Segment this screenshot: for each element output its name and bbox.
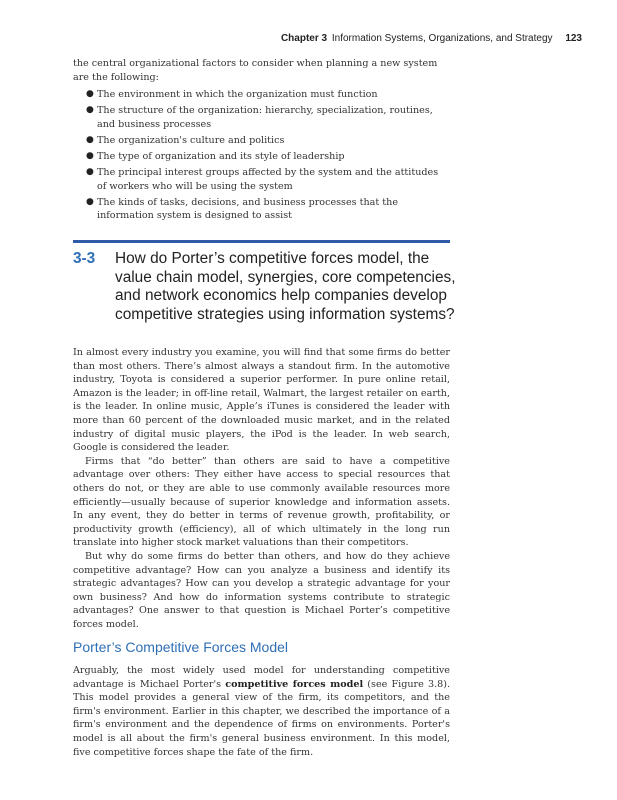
- list-item: ● The type of organization and its style of leadership: [86, 151, 345, 163]
- running-header: [281, 33, 582, 44]
- key-term: competitive forces model: [225, 678, 364, 690]
- subsection-title: Porter’s Competitive Forces Model: [73, 639, 289, 655]
- list-item: ● The kinds of tasks, decisions, and business processes that the information system is designed to assist: [86, 196, 398, 222]
- chapter-title: Information Systems, Organizations, and Strategy: [331, 33, 553, 44]
- subsection-body: [73, 664, 450, 759]
- bullet-icon: ●: [86, 89, 94, 100]
- list-item: ● The environment in which the organization must function: [86, 89, 378, 101]
- list-item: ● The organization's culture and politics: [86, 134, 285, 146]
- bullet-icon: ●: [86, 196, 94, 207]
- section-body: [73, 346, 450, 631]
- bullet-icon: ●: [86, 151, 94, 162]
- bullet-icon: ●: [86, 167, 94, 178]
- paragraph-3: But why do some firms do better than others, and how do they achieve competitive advantage? How can you analyze a business and identify its strategic advantages? How can you develop a strategic advantage for your own business? And how do information systems contribute to strategic advantages? One answer to that question is Michael Porter’s competitive forces model.: [73, 550, 450, 630]
- section-number: 3-3: [73, 250, 96, 267]
- factor-list: [73, 88, 450, 223]
- intro-lead: the central organizational factors to consider when planning a new system are the following:: [73, 58, 438, 83]
- list-item: ● The principal interest groups affected by the system and the attitudes of workers who will be using the system: [86, 167, 439, 192]
- paragraph-1: In almost every industry you examine, you will find that some firms do better than most others. There’s almost always a standout firm. In the automotive industry, Toyota is considered a superior performer. In pure online retail, Amazon is the leader; in off-line retail, Walmart, the largest retailer on earth, is the leader. In online music, Apple’s iTunes is considered the leader with more than 60 percent of the downloaded music market, and in the related industry of digital music players, the iPod is the leader. In web search, Google is considered the leader.: [73, 347, 450, 454]
- bullet-icon: ●: [86, 134, 94, 145]
- page-number: 123: [565, 33, 582, 44]
- paragraph-2: Firms that “do better” than others are said to have a competitive advantage over others: They either have access to special resources that others do not, or they are able to use commonly available resources more efficiently—usually because of superior knowledge and information assets. In any event, they do better in terms of revenue growth, profitability, or productivity growth (efficiency), all of which ultimately in the long run translate into higher stock market valuations than their competitors.: [73, 455, 450, 549]
- section-question: How do Porter’s competitive forces model, the value chain model, synergies, core competencies, and network economics help companies develop competitive strategies using information systems?: [115, 250, 456, 323]
- intro-block: [73, 57, 450, 226]
- chapter-label: Chapter 3: [280, 33, 328, 44]
- bullet-icon: ●: [86, 105, 94, 116]
- section-heading: [73, 250, 463, 324]
- subsection-paragraph: Arguably, the most widely used model for understanding competitive advantage is Michael Porter's competitive forces model (see Figure 3.8). This model provides a general view of the firm, its competitors, and the firm's environment. Earlier in this chapter, we described the importance of a firm's environment and the dependence of firms on environments. Porter's model is all about the firm's general business environment. In this model, five competitive forces shape the fate of the firm.: [73, 665, 451, 758]
- list-item: ● The structure of the organization: hierarchy, specialization, routines, and business processes: [86, 105, 433, 130]
- section-divider: [73, 240, 450, 243]
